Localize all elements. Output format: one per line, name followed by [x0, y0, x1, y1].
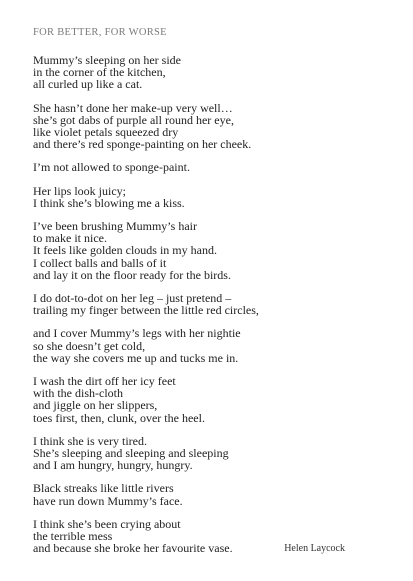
- poem-line: She’s sleeping and sleeping and sleeping: [33, 446, 229, 461]
- poem-line: in the corner of the kitchen,: [33, 65, 166, 80]
- poem-line: trailing my finger between the little red circles,: [33, 303, 259, 318]
- poem-stanza: [33, 102, 413, 151]
- poem-line: the way she covers me up and tucks me in.: [33, 350, 239, 365]
- poem-line: I do dot-to-dot on her leg – just pretend –: [33, 291, 232, 306]
- poem-stanza: [33, 292, 413, 316]
- poem-stanza: [33, 54, 413, 91]
- poem-title: FOR BETTER, FOR WORSE: [33, 27, 167, 38]
- poem-line: toes first, then, clunk, over the heel.: [33, 410, 205, 425]
- poem-line: so she doesn’t get cold,: [33, 338, 146, 353]
- poem-line: It feels like golden clouds in my hand.: [33, 243, 217, 258]
- poem-stanza: [33, 482, 413, 506]
- poem-stanza: [33, 375, 413, 424]
- poem-line: Mummy’s sleeping on her side: [33, 53, 181, 67]
- poem-body: [33, 54, 413, 555]
- poem-line: I wash the dirt off her icy feet: [33, 374, 176, 389]
- poem-line: like violet petals squeezed dry: [33, 125, 179, 140]
- poem-line: and because she broke her favourite vase.: [33, 541, 233, 556]
- poem-line: to make it nice.: [33, 231, 107, 246]
- poem-line: and lay it on the floor ready for the birds.: [33, 267, 231, 282]
- poem-stanza: [33, 518, 413, 555]
- poem-line: Black streaks like little rivers: [33, 481, 174, 496]
- poem-stanza: [33, 161, 413, 173]
- poem-line: and I am hungry, hungry, hungry.: [33, 458, 193, 473]
- poem-line: Her lips look juicy;: [33, 183, 126, 198]
- poem-line: have run down Mummy’s face.: [33, 493, 183, 508]
- poem-stanza: [33, 327, 413, 364]
- poem-stanza: [33, 435, 413, 472]
- poem-line: the terrible mess: [33, 529, 113, 544]
- poem-author: Helen Laycock: [284, 543, 345, 554]
- poem-line: with the dish-cloth: [33, 386, 123, 401]
- poem-line: I collect balls and balls of it: [33, 255, 167, 270]
- poem-line: all curled up like a cat.: [33, 77, 143, 92]
- poem-line: and jiggle on her slippers,: [33, 398, 158, 413]
- poem-line: I think she’s been crying about: [33, 516, 181, 531]
- poem-stanza: [33, 220, 413, 281]
- poem-line: and there’s red sponge-painting on her cheek.: [33, 137, 252, 152]
- poem-line: I’m not allowed to sponge-paint.: [33, 160, 190, 175]
- poem-line: and I cover Mummy’s legs with her nightie: [33, 326, 241, 341]
- poem-line: I think she is very tired.: [33, 433, 147, 448]
- poem-line: she’s got dabs of purple all round her eye,: [33, 112, 234, 127]
- poem-stanza: [33, 185, 413, 209]
- poem-line: She hasn’t done her make-up very well…: [33, 100, 233, 115]
- poem-line: I think she’s blowing me a kiss.: [33, 195, 185, 210]
- poem-line: I’ve been brushing Mummy’s hair: [33, 219, 197, 234]
